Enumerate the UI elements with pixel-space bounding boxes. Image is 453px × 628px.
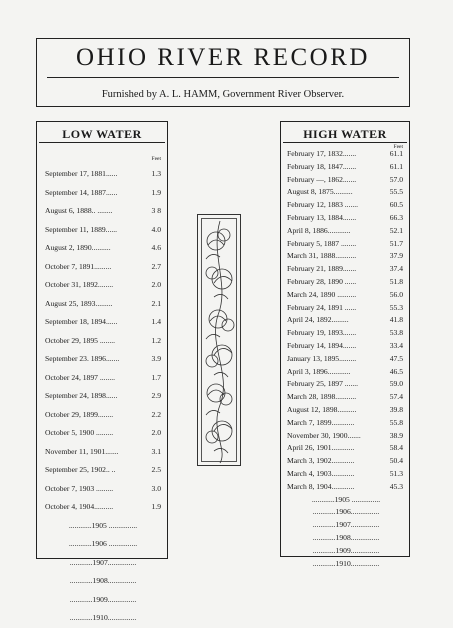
high-water-row-date: February 17, 1832....... [287, 149, 357, 158]
low-water-list [37, 165, 167, 628]
high-water-row [281, 404, 409, 417]
high-water-row [281, 250, 409, 263]
low-water-row [37, 369, 167, 388]
low-water-row-feet: 1.2 [151, 335, 161, 345]
high-water-row-date: March 7, 1899............ [287, 417, 355, 427]
low-water-feet-label: Feet [151, 156, 161, 162]
high-water-row [281, 417, 409, 430]
low-water-row-feet: 2.1 [151, 298, 161, 308]
low-water-row-feet: 1.9 [151, 187, 161, 197]
high-water-row-feet: 37.4 [389, 264, 403, 274]
high-water-row-date: February 5, 1887 ........ [287, 238, 357, 248]
low-water-title: LOW WATER [62, 127, 142, 141]
high-water-row-feet: 57.0 [389, 174, 403, 184]
high-water-row-feet: 37.9 [389, 251, 403, 261]
high-water-row [281, 545, 409, 558]
high-water-row-date: March 3, 1902............ [287, 456, 355, 466]
low-water-row-date: October 29, 1899........ [45, 409, 114, 419]
low-water-row-date: October 29, 1895 ........ [45, 335, 116, 345]
floral-vine-border-icon [197, 214, 241, 466]
low-water-row [37, 239, 167, 258]
low-water-row [37, 461, 167, 480]
high-water-feet-label: Feet [393, 144, 403, 150]
low-water-row-date: August 6, 1888.. ........ [45, 206, 113, 215]
low-water-row-date: October 7, 1903 ......... [45, 483, 114, 493]
high-water-row-date: February 18, 1847....... [287, 161, 357, 171]
low-water-row [37, 276, 167, 295]
high-water-row-date: February 12, 1883 ....... [287, 200, 359, 210]
high-water-row [281, 391, 409, 404]
high-water-row-date: August 8, 1875.......... [287, 187, 353, 197]
high-water-row-date: February 24, 1891 ...... [287, 302, 357, 312]
high-water-panel [280, 121, 410, 568]
high-water-row [281, 481, 409, 494]
high-water-title: HIGH WATER [303, 127, 387, 141]
low-water-row-date: ............1905 ............... [68, 520, 138, 530]
high-water-row-date: April 24, 1892......... [287, 315, 349, 325]
high-water-row-feet: 55.5 [389, 187, 403, 197]
high-water-row-feet: 41.8 [389, 315, 403, 325]
high-water-row [281, 148, 409, 161]
high-water-row [281, 238, 409, 251]
low-water-row [37, 313, 167, 332]
title-divider [47, 77, 399, 78]
high-water-row [281, 186, 409, 199]
high-water-row-feet: 51.8 [389, 276, 403, 286]
high-water-row-date: February 28, 1890 ...... [287, 276, 357, 286]
low-water-row [37, 295, 167, 314]
page-title: OHIO RIVER RECORD [76, 44, 370, 71]
low-water-row [37, 498, 167, 517]
low-water-row-date: October 24, 1897 ........ [45, 372, 116, 382]
low-water-row [37, 609, 167, 628]
low-water-row [37, 517, 167, 536]
high-water-row-feet: 61.1 [389, 161, 403, 171]
high-water-row-date: ............1908............... [312, 532, 380, 542]
low-water-row [37, 572, 167, 591]
high-water-row-date: November 30, 1900....... [287, 430, 361, 440]
high-water-row [281, 340, 409, 353]
low-water-row-date: ............1907............... [69, 557, 137, 567]
low-water-row-date: October 4, 1904.......... [45, 502, 114, 511]
high-water-row-feet: 33.4 [389, 340, 403, 350]
high-water-row [281, 366, 409, 379]
high-water-row [281, 378, 409, 391]
high-water-row [281, 532, 409, 545]
high-water-row [281, 161, 409, 174]
high-water-row [281, 455, 409, 468]
high-water-row [281, 442, 409, 455]
high-water-row-date: March 31, 1888........... [287, 251, 357, 261]
low-water-row [37, 258, 167, 277]
low-water-row-date: ............1909............... [69, 594, 137, 604]
low-water-row-feet: 3.1 [151, 446, 161, 456]
low-water-row-feet: 3.0 [151, 483, 161, 493]
low-water-row-date: September 23. 1896....... [45, 354, 120, 363]
low-water-row-feet: 2.5 [151, 465, 161, 474]
high-water-row-feet: 46.5 [389, 366, 403, 376]
high-water-row-date: April 8, 1886............ [287, 225, 351, 235]
low-water-row-feet: 1.3 [151, 169, 161, 178]
high-water-row [281, 225, 409, 238]
low-water-row [37, 443, 167, 462]
high-water-row-date: ............1910............... [312, 558, 380, 568]
low-water-row [37, 332, 167, 351]
low-water-row [37, 406, 167, 425]
low-water-row [37, 387, 167, 406]
high-water-row [281, 314, 409, 327]
high-water-row-date: ............1909............... [312, 545, 380, 555]
high-water-row-feet: 58.4 [389, 443, 403, 453]
low-water-row-date: September 11, 1889...... [45, 224, 118, 234]
low-water-row [37, 165, 167, 184]
high-water-row-feet: 51.7 [389, 238, 403, 248]
low-water-row [37, 202, 167, 221]
high-water-row [281, 302, 409, 315]
low-water-row-date: September 17, 1881...... [45, 169, 118, 178]
floral-ornament-drawing [198, 215, 242, 467]
high-water-row-date: February 19, 1893....... [287, 328, 357, 338]
high-water-row-date: April 26, 1901............ [287, 443, 355, 453]
low-water-row-date: November 11, 1901....... [45, 446, 119, 456]
high-water-row-date: March 24, 1890 .......... [287, 289, 357, 299]
high-water-row-date: ............1905 ............... [311, 494, 381, 504]
high-water-row-feet: 50.4 [389, 456, 403, 466]
low-water-row-date: October 5, 1900 ......... [45, 428, 114, 437]
high-water-row-date: February 21, 1889....... [287, 264, 357, 274]
high-water-title-divider [283, 142, 407, 143]
low-water-row-feet: 2.7 [151, 261, 161, 271]
low-water-panel [36, 121, 168, 622]
low-water-row-date: ............1908............... [69, 576, 137, 585]
low-water-row [37, 184, 167, 203]
high-water-row [281, 174, 409, 187]
high-water-row [281, 289, 409, 302]
header-box [36, 38, 410, 107]
high-water-row [281, 494, 409, 507]
high-water-row-feet: 55.3 [389, 302, 403, 312]
high-water-row-feet: 66.3 [389, 212, 403, 222]
high-water-row-date: August 12, 1898.......... [287, 404, 357, 414]
high-water-row-date: March 8, 1904............ [287, 481, 355, 491]
high-water-row [281, 263, 409, 276]
low-water-row [37, 424, 167, 443]
high-water-row [281, 276, 409, 289]
low-water-row-feet: 1.9 [151, 502, 161, 511]
low-water-row-date: October 31, 1892........ [45, 280, 114, 289]
low-water-row-feet: 3 8 [151, 206, 161, 215]
low-water-row-feet: 2.2 [151, 409, 161, 419]
low-water-row [37, 350, 167, 369]
high-water-row-date: April 3, 1896............ [287, 366, 351, 376]
high-water-row-feet: 55.8 [389, 417, 403, 427]
high-water-row-feet: 57.4 [389, 392, 403, 402]
high-water-row [281, 199, 409, 212]
high-water-row-feet: 52.1 [389, 225, 403, 235]
high-water-row [281, 430, 409, 443]
high-water-row-feet: 45.3 [389, 481, 403, 491]
high-water-row [281, 212, 409, 225]
high-water-row [281, 519, 409, 532]
low-water-row [37, 535, 167, 554]
high-water-row-date: January 13, 1895......... [287, 353, 357, 363]
high-water-row-date: February 25, 1897 ....... [287, 379, 359, 389]
high-water-row-feet: 51.3 [389, 468, 403, 478]
low-water-row [37, 480, 167, 499]
high-water-row-date: February 14, 1894....... [287, 340, 357, 350]
low-water-row-feet: 3.9 [151, 354, 161, 363]
high-water-row-date: February —, 1862....... [287, 174, 357, 184]
high-water-row-feet: 38.9 [389, 430, 403, 440]
high-water-row [281, 327, 409, 340]
low-water-row-date: September 18, 1894...... [45, 317, 118, 326]
high-water-list [281, 148, 409, 570]
low-water-row-date: September 24, 1898...... [45, 391, 118, 400]
low-water-row [37, 554, 167, 573]
high-water-row [281, 353, 409, 366]
low-water-row-feet: 2.9 [151, 391, 161, 400]
low-water-row-date: ............1910............... [69, 613, 137, 622]
high-water-row-date: February 13, 1884....... [287, 212, 357, 222]
high-water-row [281, 506, 409, 519]
high-water-row-date: March 28, 1898........... [287, 392, 357, 402]
low-water-row-date: ............1906 ............... [68, 539, 138, 548]
high-water-row-feet: 47.5 [389, 353, 403, 363]
high-water-row-feet: 53.8 [389, 328, 403, 338]
low-water-row-feet: 4.6 [151, 243, 161, 252]
high-water-row-feet: 39.8 [389, 404, 403, 414]
high-water-row-date: ............1907............... [312, 520, 380, 530]
high-water-row [281, 468, 409, 481]
low-water-row-date: October 7, 1891......... [45, 261, 112, 271]
low-water-row-feet: 1.7 [151, 372, 161, 382]
low-water-row-feet: 2.0 [151, 280, 161, 289]
high-water-row-feet: 56.0 [389, 289, 403, 299]
page-subtitle: Furnished by A. L. HAMM, Government River Observer. [101, 89, 345, 100]
high-water-row-date: March 4, 1903............ [287, 468, 355, 478]
low-water-row-date: August 2, 1890.......... [45, 243, 111, 252]
low-water-row-feet: 4.0 [151, 224, 161, 234]
high-water-row-feet: 59.0 [389, 379, 403, 389]
low-water-row-feet: 2.0 [151, 428, 161, 437]
low-water-row-date: September 14, 1887...... [45, 187, 118, 197]
high-water-row-feet: 61.1 [389, 149, 403, 158]
low-water-row-date: September 25, 1902.. .. [45, 465, 116, 474]
high-water-row-date: ............1906............... [312, 507, 380, 517]
high-water-row [281, 558, 409, 571]
low-water-row-date: August 25, 1893......... [45, 298, 113, 308]
low-water-title-divider [39, 142, 165, 143]
high-water-row-feet: 60.5 [389, 200, 403, 210]
low-water-row-feet: 1.4 [151, 317, 161, 326]
low-water-row [37, 221, 167, 240]
